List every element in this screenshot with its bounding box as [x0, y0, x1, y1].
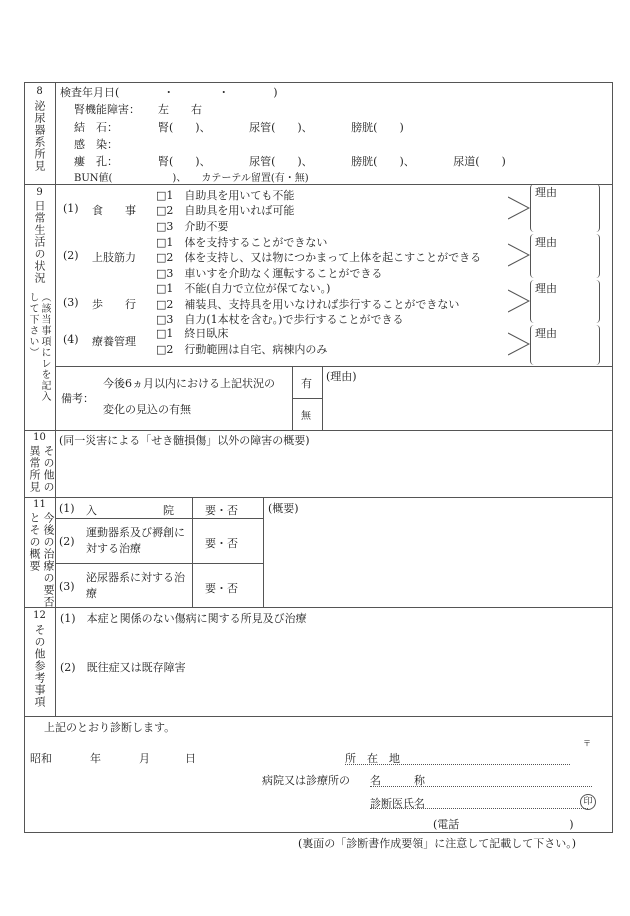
item-number: (3) [63, 296, 79, 309]
section-9-label: 日常生活の状況 [33, 200, 46, 284]
infection-label: 感 染： [74, 138, 118, 151]
item-number: (2) [63, 249, 79, 262]
renal-dysfunction-field[interactable]: 左 右 [158, 103, 202, 116]
reason-box-arm[interactable]: 理由 [530, 234, 600, 278]
checkbox-option[interactable]: □1 終日臥床 [156, 327, 229, 340]
phone-field[interactable]: (電話 ) [433, 818, 574, 831]
stone-field[interactable]: 腎( )、 尿管( )、 膀胱( ) [158, 121, 404, 134]
section-10-number: 10 [33, 432, 46, 443]
remarks-label: 備考： [61, 392, 94, 405]
hospital-name-label: 名 称 [370, 774, 425, 787]
unrelated-injury-field[interactable]: (1) 本症と関係のない傷病に関する所見及び治療 [60, 612, 307, 625]
seal-icon: 印 [580, 794, 596, 810]
label-divider [55, 82, 56, 716]
option-yes[interactable]: 有 [301, 377, 312, 390]
row-1-number: (1) [59, 502, 75, 515]
item-name: 上肢筋力 [92, 251, 136, 264]
section-8-label: 泌尿器系所見 [33, 100, 46, 172]
postal-mark-icon: 〒 [583, 739, 591, 748]
item-number: (1) [63, 202, 79, 215]
musculoskeletal-treatment-need[interactable]: 要・否 [205, 537, 238, 550]
row-2-number: (2) [59, 535, 75, 548]
stone-label: 結 石： [74, 121, 118, 134]
item-name: 食 事 [92, 204, 136, 217]
diagnosis-statement: 上記のとおり診断します。 [44, 721, 176, 734]
checkbox-option[interactable]: □2 行動範囲は自宅、病棟内のみ [156, 343, 328, 356]
chevron-icon [508, 332, 530, 356]
section-11-number: 11 [33, 499, 46, 510]
fistula-field[interactable]: 腎( )、 尿管( )、 膀胱( )、 尿道( ) [158, 155, 506, 168]
date-day[interactable]: 日 [185, 752, 196, 765]
date-era: 昭和 [30, 752, 52, 765]
option-no[interactable]: 無 [301, 411, 311, 422]
checkbox-option[interactable]: □1 自助具を用いても不能 [156, 189, 295, 202]
section-8-number: 8 [36, 86, 43, 97]
checkbox-option[interactable]: □1 不能(自力で立位が保てない。) [156, 282, 331, 295]
preexisting-condition-field[interactable]: (2) 既往症又は既存障害 [60, 661, 186, 674]
item-name: 歩 行 [92, 298, 136, 311]
row-3-number: (3) [59, 580, 75, 593]
section-11-label: 今後の治療の要否とその概要 [28, 512, 55, 608]
section-9-note: （該当事項にレを記入して下さい） [27, 292, 50, 402]
reason-box-walk[interactable]: 理由 [530, 280, 600, 323]
chevron-icon [508, 289, 530, 313]
checkbox-option[interactable]: □2 補装具、支持具を用いなければ歩行することができない [156, 298, 460, 311]
hospital-name-field[interactable] [370, 786, 592, 787]
chevron-icon [508, 243, 530, 267]
remarks-reason-field[interactable]: (理由) [326, 370, 357, 383]
reason-box-care[interactable]: 理由 [530, 325, 600, 365]
section-12-number: 12 [33, 610, 46, 621]
remarks-question-1: 今後6ヵ月以内における上記状況の [103, 377, 275, 390]
footer-note: (裏面の「診断書作成要領」に注意して記載して下さい。) [298, 837, 577, 850]
checkbox-option[interactable]: □2 自助具を用いれば可能 [156, 204, 295, 217]
section-12-label: その他参考事項 [33, 624, 46, 708]
bun-catheter-field[interactable]: BUN値( )、 カテーテル留置(有・無) [74, 173, 309, 184]
date-month[interactable]: 月 [139, 752, 150, 765]
hospital-label: 病院又は診療所の [262, 774, 350, 787]
date-year[interactable]: 年 [90, 752, 101, 765]
address-label: 所 在 地 [345, 752, 400, 765]
fistula-label: 瘻 孔： [74, 155, 118, 168]
chevron-icon [508, 196, 530, 220]
musculoskeletal-treatment-label: 運動器系及び褥創に対する治療 [86, 526, 185, 555]
item-number: (4) [63, 333, 79, 346]
section-9-number: 9 [36, 187, 43, 198]
address-field[interactable] [345, 764, 570, 765]
hospitalization-need[interactable]: 要・否 [205, 504, 238, 517]
checkbox-option[interactable]: □3 自力(1本杖を含む。)で歩行することができる [156, 313, 404, 326]
urinary-treatment-need[interactable]: 要・否 [205, 582, 238, 595]
reason-box-meal[interactable]: 理由 [530, 184, 600, 232]
checkbox-option[interactable]: □1 体を支持することができない [156, 236, 328, 249]
urinary-treatment-label: 泌尿器系に対する治療 [86, 571, 185, 600]
item-name: 療養管理 [92, 335, 136, 348]
checkbox-option[interactable]: □3 車いすを介助なく運転することができる [156, 267, 383, 280]
other-findings-field[interactable]: (同一災害による「せき髄損傷」以外の障害の概要) [59, 434, 310, 447]
treatment-summary-field[interactable]: (概要) [268, 502, 299, 515]
hospitalization-label: 入 院 [86, 504, 174, 517]
checkbox-option[interactable]: □2 体を支持し、又は物につかまって上体を起こすことができる [156, 251, 482, 264]
exam-date-field[interactable]: 検査年月日( ・ ・ ) [60, 86, 278, 99]
renal-dysfunction-label: 腎機能障害： [74, 103, 140, 116]
doctor-name-field[interactable] [370, 808, 588, 809]
checkbox-option[interactable]: □3 介助不要 [156, 220, 229, 233]
section-10-label: その他の異常所見 [28, 445, 55, 493]
remarks-question-2: 変化の見込の有無 [103, 403, 191, 416]
doctor-name-label: 診断医氏名 [370, 797, 425, 810]
